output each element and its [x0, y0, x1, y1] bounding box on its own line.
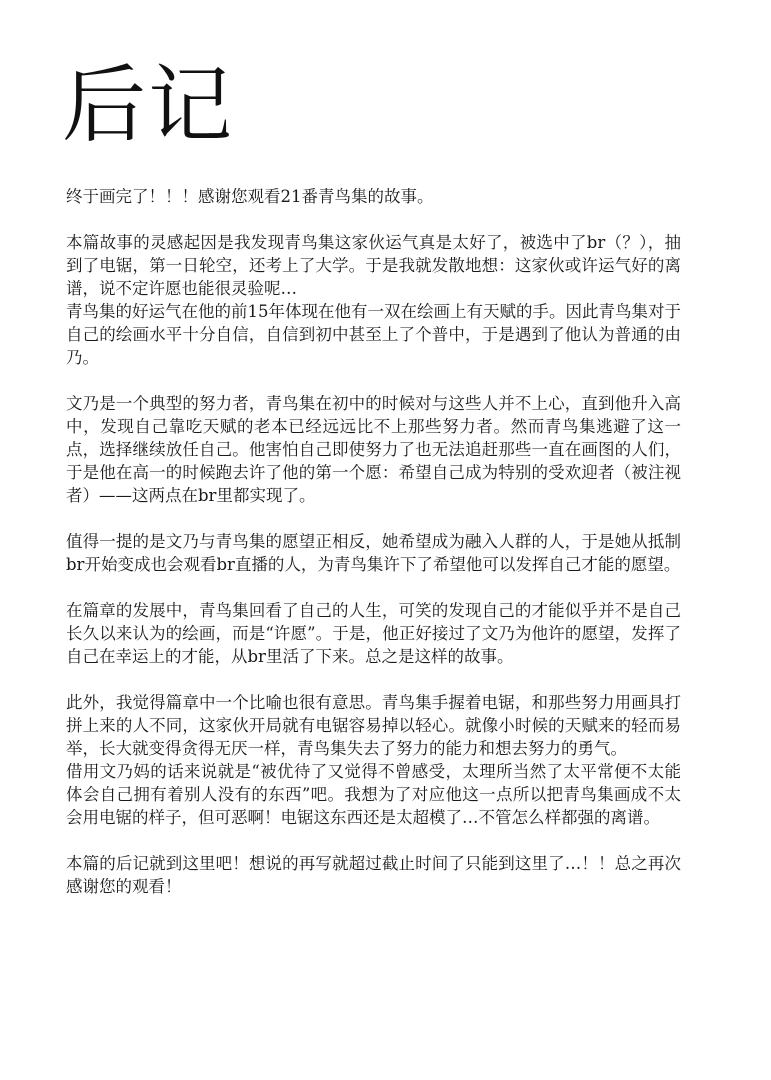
paragraph-gap: [66, 829, 681, 852]
page-title: 后记: [62, 56, 235, 154]
paragraph-closing: 本篇的后记就到这里吧！想说的再写就超过截止时间了只能到这里了…！！总之再次感谢您的观看！: [66, 854, 681, 896]
paragraph-wish-contrast: 值得一提的是文乃与青鸟集的愿望正相反，她希望成为融入人群的人，于是她从抵制br开始变成也会观看br直播的人，为青鸟集许下了希望他可以发挥自己才能的愿望。: [66, 532, 681, 574]
paragraph-quote: 借用文乃妈的话来说就是“被优待了又觉得不曾感受，太理所当然了太平常便不太能体会自己拥有着别人没有的东西”吧。我想为了对应他这一点所以把青鸟集画成不太会用电锯的样子，但可恶啊！电锯这东西还是太超模了…不管怎么样都强的离谱。: [66, 762, 681, 827]
paragraph-talent: 青鸟集的好运气在他的前15年体现在他有一双在绘画上有天赋的手。因此青鸟集对于自己的绘画水平十分自信，自信到初中甚至上了个普中，于是遇到了他认为普通的由乃。: [66, 302, 681, 367]
paragraph-metaphor: 此外，我觉得篇章中一个比喻也很有意思。青鸟集手握着电锯，和那些努力用画具打拼上来的人不同，这家伙开局就有电锯容易掉以轻心。就像小时候的天赋来的轻而易举，长大就变得贪得无厌一样，青鸟集失去了努力的能力和想去努力的勇气。: [66, 693, 681, 758]
paragraph-gap: [66, 369, 681, 392]
paragraph-gap: [66, 576, 681, 599]
paragraph-gap: [66, 668, 681, 691]
afterword-body: [66, 185, 681, 898]
paragraph-gap: [66, 208, 681, 231]
paragraph-development: 在篇章的发展中，青鸟集回看了自己的人生，可笑的发现自己的才能似乎并不是自己长久以来认为的绘画，而是“许愿”。于是，他正好接过了文乃为他许的愿望，发挥了自己在幸运上的才能，从br里活了下来。总之是这样的故事。: [66, 601, 681, 666]
paragraph-ayano: 文乃是一个典型的努力者，青鸟集在初中的时候对与这些人并不上心，直到他升入高中，发现自己靠吃天赋的老本已经远远比不上那些努力者。然而青鸟集逃避了这一点，选择继续放任自己。他害怕自己即使努力了也无法追赶那些一直在画图的人们，于是他在高一的时候跑去许了他的第一个愿：希望自己成为特别的受欢迎者（被注视者）——这两点在br里都实现了。: [66, 394, 681, 505]
paragraph-thanks: 终于画完了！！！感谢您观看21番青鸟集的故事。: [66, 187, 434, 206]
paragraph-gap: [66, 507, 681, 530]
paragraph-inspiration: 本篇故事的灵感起因是我发现青鸟集这家伙运气真是太好了，被选中了br（？），抽到了电锯，第一日轮空，还考上了大学。于是我就发散地想：这家伙或许运气好的离谱，说不定许愿也能很灵验呢…: [66, 233, 681, 298]
